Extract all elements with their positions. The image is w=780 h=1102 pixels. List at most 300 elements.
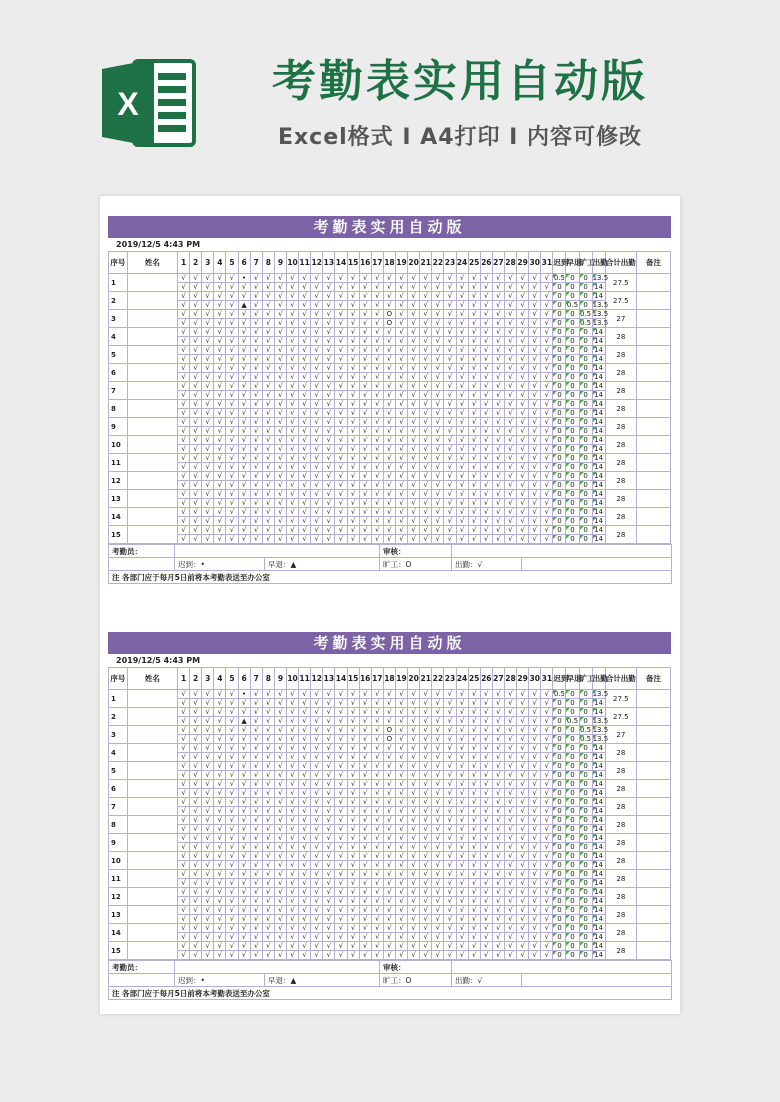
day-status-cell: √ [299, 301, 311, 310]
day-status-cell: √ [383, 508, 395, 517]
day-status-cell: √ [517, 744, 529, 753]
day-status-cell: √ [541, 445, 553, 454]
day-status-cell: √ [456, 744, 468, 753]
day-status-cell: √ [214, 427, 226, 436]
day-status-cell: √ [299, 843, 311, 852]
row-remark [637, 454, 671, 472]
day-status-cell: √ [432, 292, 444, 301]
count-cell: 0 [579, 906, 592, 915]
day-status-cell: √ [420, 535, 432, 544]
day-status-cell: √ [383, 888, 395, 897]
day-status-cell: √ [202, 735, 214, 744]
col-day: 13 [323, 668, 335, 690]
sheet-note: 注 各部门应于每月5日前将本考勤表送至办公室 [109, 987, 672, 1000]
day-status-cell: √ [444, 364, 456, 373]
day-status-cell: √ [408, 463, 420, 472]
day-status-cell: √ [299, 942, 311, 951]
day-status-cell: √ [190, 427, 202, 436]
day-status-cell: √ [395, 888, 407, 897]
day-status-cell: √ [432, 355, 444, 364]
row-name [127, 780, 177, 798]
day-status-cell: √ [311, 490, 323, 499]
day-status-cell: √ [178, 490, 190, 499]
day-status-cell: √ [359, 427, 371, 436]
day-status-cell: √ [311, 825, 323, 834]
count-cell: 0 [553, 798, 566, 807]
day-status-cell: √ [504, 499, 516, 508]
col-day: 8 [262, 668, 274, 690]
day-status-cell: √ [456, 337, 468, 346]
day-status-cell: √ [359, 915, 371, 924]
table-row [109, 744, 671, 753]
count-cell: 0 [553, 735, 566, 744]
day-status-cell: √ [492, 517, 504, 526]
day-status-cell: √ [299, 852, 311, 861]
day-status-cell: √ [517, 753, 529, 762]
day-status-cell: √ [517, 726, 529, 735]
day-status-cell: √ [492, 310, 504, 319]
day-status-cell: √ [444, 843, 456, 852]
day-status-cell: √ [420, 508, 432, 517]
day-status-cell: √ [420, 771, 432, 780]
day-status-cell: √ [517, 843, 529, 852]
day-status-cell: √ [456, 942, 468, 951]
day-status-cell: √ [420, 337, 432, 346]
page-title: 考勤表实用自动版 [272, 56, 648, 107]
day-status-cell: √ [408, 879, 420, 888]
row-remark [637, 906, 671, 924]
count-cell: 0 [553, 753, 566, 762]
day-status-cell: √ [517, 274, 529, 283]
day-status-cell: √ [383, 355, 395, 364]
day-status-cell: √ [541, 870, 553, 879]
day-status-cell: √ [492, 508, 504, 517]
count-cell: 14 [592, 852, 605, 861]
day-status-cell: √ [226, 391, 238, 400]
row-remark [637, 346, 671, 364]
col-day: 19 [395, 252, 407, 274]
count-cell: 0 [566, 753, 579, 762]
day-status-cell: √ [299, 319, 311, 328]
day-status-cell: √ [444, 535, 456, 544]
day-status-cell: √ [541, 400, 553, 409]
day-status-cell: √ [202, 924, 214, 933]
day-status-cell: √ [335, 699, 347, 708]
day-status-cell: √ [311, 843, 323, 852]
day-status-cell: √ [395, 526, 407, 535]
col-day: 23 [444, 668, 456, 690]
col-day: 11 [299, 252, 311, 274]
day-status-cell: √ [480, 870, 492, 879]
day-status-cell: √ [456, 301, 468, 310]
day-status-cell: √ [444, 870, 456, 879]
day-status-cell: √ [323, 382, 335, 391]
col-remark: 备注 [637, 252, 671, 274]
day-status-cell: √ [311, 328, 323, 337]
count-cell: 13.5 [592, 310, 609, 318]
day-status-cell: √ [226, 499, 238, 508]
day-status-cell: √ [311, 816, 323, 825]
day-status-cell: √ [504, 816, 516, 825]
day-status-cell: √ [286, 852, 298, 861]
day-status-cell: √ [359, 699, 371, 708]
day-status-cell: √ [504, 753, 516, 762]
count-cell: 0 [566, 780, 579, 789]
day-status-cell: √ [408, 870, 420, 879]
day-status-cell: √ [178, 409, 190, 418]
day-status-cell: √ [420, 274, 432, 283]
day-status-cell: √ [214, 436, 226, 445]
day-status-cell: √ [517, 690, 529, 699]
day-status-cell: √ [323, 843, 335, 852]
count-cell: 0 [579, 699, 592, 708]
day-status-cell: √ [371, 825, 383, 834]
day-status-cell: √ [299, 861, 311, 870]
day-status-cell: √ [347, 274, 359, 283]
day-status-cell: √ [456, 463, 468, 472]
day-status-cell: √ [541, 789, 553, 798]
count-cell: 14 [592, 843, 605, 852]
day-status-cell: √ [238, 708, 250, 717]
day-status-cell: √ [214, 780, 226, 789]
day-status-cell: √ [214, 861, 226, 870]
count-cell: 0 [579, 418, 592, 427]
day-status-cell: √ [541, 481, 553, 490]
day-status-cell: √ [371, 373, 383, 382]
day-status-cell: √ [529, 508, 541, 517]
day-status-cell: √ [335, 942, 347, 951]
day-status-cell: √ [238, 409, 250, 418]
col-day: 14 [335, 668, 347, 690]
day-status-cell: √ [274, 490, 286, 499]
day-status-cell: √ [359, 879, 371, 888]
count-cell: 0 [579, 744, 592, 753]
day-status-cell: √ [468, 274, 480, 283]
row-name [127, 364, 177, 382]
day-status-cell: √ [347, 861, 359, 870]
day-status-cell: √ [323, 699, 335, 708]
row-number: 9 [109, 418, 128, 436]
day-status-cell: √ [323, 499, 335, 508]
day-status-cell: √ [492, 382, 504, 391]
count-cell: 0 [553, 726, 566, 735]
day-status-cell: √ [311, 418, 323, 427]
table-row [109, 924, 671, 933]
day-status-cell: √ [347, 445, 359, 454]
day-status-cell: √ [359, 771, 371, 780]
day-status-cell: √ [178, 690, 190, 699]
day-status-cell: √ [492, 951, 504, 960]
day-status-cell: √ [347, 517, 359, 526]
day-status-cell: √ [178, 508, 190, 517]
day-status-cell: √ [420, 879, 432, 888]
day-status-cell: √ [311, 807, 323, 816]
day-status-cell: √ [468, 798, 480, 807]
day-status-cell: √ [190, 409, 202, 418]
day-status-cell: √ [432, 436, 444, 445]
day-status-cell: √ [480, 436, 492, 445]
day-status-cell: √ [480, 319, 492, 328]
count-cell: 0 [566, 373, 579, 382]
day-status-cell: √ [395, 708, 407, 717]
day-status-cell: √ [395, 780, 407, 789]
day-status-cell: √ [468, 454, 480, 463]
day-status-cell: √ [323, 517, 335, 526]
day-status-cell: √ [323, 436, 335, 445]
day-status-cell: √ [274, 409, 286, 418]
day-status-cell: √ [299, 337, 311, 346]
day-status-cell: √ [262, 499, 274, 508]
day-status-cell: √ [286, 690, 298, 699]
day-status-cell: √ [517, 283, 529, 292]
day-status-cell: √ [541, 517, 553, 526]
day-status-cell: √ [395, 816, 407, 825]
day-status-cell: √ [190, 373, 202, 382]
day-status-cell: √ [335, 508, 347, 517]
day-status-cell: √ [323, 319, 335, 328]
day-status-cell: √ [250, 364, 262, 373]
day-status-cell: √ [359, 499, 371, 508]
day-status-cell: √ [238, 517, 250, 526]
day-status-cell: √ [432, 951, 444, 960]
day-status-cell: √ [323, 825, 335, 834]
day-status-cell: √ [408, 816, 420, 825]
day-status-cell: √ [541, 933, 553, 942]
count-cell: 0 [579, 391, 592, 400]
day-status-cell: √ [262, 418, 274, 427]
day-status-cell: √ [299, 726, 311, 735]
day-status-cell: √ [250, 906, 262, 915]
day-status-cell: √ [262, 744, 274, 753]
day-status-cell: √ [444, 454, 456, 463]
day-status-cell: √ [323, 834, 335, 843]
day-status-cell: √ [238, 436, 250, 445]
day-status-cell: √ [468, 328, 480, 337]
day-status-cell: √ [250, 690, 262, 699]
count-cell: 0 [566, 319, 579, 328]
day-status-cell: √ [299, 798, 311, 807]
day-status-cell: √ [456, 445, 468, 454]
day-status-cell: √ [335, 274, 347, 283]
day-status-cell: √ [323, 789, 335, 798]
day-status-cell: √ [432, 744, 444, 753]
day-status-cell: √ [383, 816, 395, 825]
day-status-cell: √ [456, 454, 468, 463]
day-status-cell: √ [541, 454, 553, 463]
day-status-cell: √ [420, 292, 432, 301]
day-status-cell: √ [359, 888, 371, 897]
row-remark [637, 852, 671, 870]
col-remark: 备注 [637, 668, 671, 690]
col-day: 28 [504, 252, 516, 274]
table-row [109, 789, 671, 798]
day-status-cell: √ [335, 807, 347, 816]
count-cell: 0 [553, 463, 566, 472]
col-day: 31 [541, 668, 553, 690]
day-status-cell: √ [178, 517, 190, 526]
day-status-cell: √ [226, 915, 238, 924]
day-status-cell: √ [226, 319, 238, 328]
day-status-cell: √ [504, 690, 516, 699]
day-status-cell: √ [504, 481, 516, 490]
day-status-cell: √ [335, 861, 347, 870]
day-status-cell: √ [371, 789, 383, 798]
day-status-cell: √ [395, 699, 407, 708]
day-status-cell: √ [529, 915, 541, 924]
day-status-cell: √ [214, 951, 226, 960]
day-status-cell: √ [238, 753, 250, 762]
day-status-cell: √ [529, 717, 541, 726]
day-status-cell: √ [323, 508, 335, 517]
day-status-cell: √ [335, 825, 347, 834]
day-status-cell: √ [262, 915, 274, 924]
day-status-cell: √ [504, 535, 516, 544]
count-cell: 0 [579, 436, 592, 445]
day-status-cell: √ [190, 807, 202, 816]
day-status-cell: √ [214, 508, 226, 517]
day-status-cell: √ [335, 915, 347, 924]
day-status-cell: √ [383, 753, 395, 762]
count-cell: 0 [566, 843, 579, 852]
day-status-cell: √ [371, 726, 383, 735]
day-status-cell: √ [286, 283, 298, 292]
day-status-cell: √ [238, 879, 250, 888]
day-status-cell: √ [492, 346, 504, 355]
count-cell: 0.5 [579, 735, 592, 743]
day-status-cell: √ [214, 472, 226, 481]
day-status-cell: √ [395, 301, 407, 310]
day-status-cell: √ [371, 319, 383, 328]
day-status-cell: √ [480, 445, 492, 454]
day-status-cell: √ [359, 753, 371, 762]
day-status-cell: √ [456, 699, 468, 708]
col-day: 17 [371, 252, 383, 274]
count-cell: 14 [592, 699, 605, 708]
day-status-cell: √ [529, 337, 541, 346]
day-status-cell: √ [359, 418, 371, 427]
count-cell: 0 [579, 292, 592, 301]
day-status-cell: √ [468, 735, 480, 744]
count-cell: 0 [579, 816, 592, 825]
day-status-cell: √ [262, 508, 274, 517]
day-status-cell: √ [517, 933, 529, 942]
day-status-cell: √ [190, 852, 202, 861]
day-status-cell: √ [226, 346, 238, 355]
day-status-cell: √ [238, 382, 250, 391]
day-status-cell: √ [432, 427, 444, 436]
row-number: 14 [109, 508, 128, 526]
day-status-cell: √ [226, 310, 238, 319]
day-status-cell: √ [299, 445, 311, 454]
day-status-cell: √ [190, 816, 202, 825]
day-status-cell: √ [529, 807, 541, 816]
day-status-cell: √ [262, 789, 274, 798]
table-row [109, 364, 671, 373]
day-status-cell: √ [202, 897, 214, 906]
day-status-cell: √ [371, 942, 383, 951]
day-status-cell: √ [238, 292, 250, 301]
day-status-cell: √ [529, 771, 541, 780]
day-status-cell: √ [250, 481, 262, 490]
day-status-cell: √ [238, 780, 250, 789]
day-status-cell: √ [347, 942, 359, 951]
day-status-cell: √ [444, 933, 456, 942]
day-status-cell: √ [480, 463, 492, 472]
day-status-cell: √ [359, 346, 371, 355]
day-status-cell: √ [359, 798, 371, 807]
day-status-cell: √ [250, 355, 262, 364]
day-status-cell: √ [238, 951, 250, 960]
day-status-cell: √ [529, 897, 541, 906]
day-status-cell: √ [250, 328, 262, 337]
col-day: 11 [299, 668, 311, 690]
day-status-cell: √ [347, 463, 359, 472]
day-status-cell: √ [299, 409, 311, 418]
day-status-cell: √ [286, 951, 298, 960]
day-status-cell: √ [492, 879, 504, 888]
day-status-cell: √ [359, 906, 371, 915]
day-status-cell: √ [456, 283, 468, 292]
day-status-cell: √ [371, 861, 383, 870]
day-status-cell: √ [202, 726, 214, 735]
count-cell: 0 [566, 346, 579, 355]
day-status-cell: √ [286, 490, 298, 499]
day-status-cell: √ [214, 391, 226, 400]
day-status-cell: √ [226, 490, 238, 499]
day-status-cell: √ [371, 337, 383, 346]
day-status-cell: √ [541, 825, 553, 834]
day-status-cell: √ [202, 490, 214, 499]
day-status-cell: √ [299, 789, 311, 798]
day-status-cell: √ [468, 409, 480, 418]
day-status-cell: √ [335, 301, 347, 310]
day-status-cell: √ [371, 346, 383, 355]
row-total: 28 [605, 436, 636, 454]
day-status-cell: √ [432, 328, 444, 337]
day-status-cell: √ [274, 852, 286, 861]
count-cell: 0 [553, 843, 566, 852]
day-status-cell: √ [190, 762, 202, 771]
day-status-cell: √ [432, 735, 444, 744]
day-status-cell: √ [299, 762, 311, 771]
day-status-cell: √ [323, 391, 335, 400]
day-status-cell: √ [395, 454, 407, 463]
day-status-cell: √ [480, 735, 492, 744]
day-status-cell: √ [383, 301, 395, 310]
table-row [109, 915, 671, 924]
day-status-cell: √ [299, 364, 311, 373]
day-status-cell: √ [178, 499, 190, 508]
row-number: 4 [109, 744, 128, 762]
count-cell: 14 [592, 816, 605, 825]
day-status-cell: √ [517, 454, 529, 463]
day-status-cell: √ [238, 825, 250, 834]
count-cell: 0 [553, 346, 566, 355]
count-cell: 0 [553, 699, 566, 708]
day-status-cell: √ [323, 771, 335, 780]
day-status-cell: √ [347, 789, 359, 798]
day-status-cell: √ [190, 274, 202, 283]
day-status-cell: √ [226, 337, 238, 346]
day-status-cell: √ [420, 355, 432, 364]
day-status-cell: √ [420, 717, 432, 726]
day-status-cell: √ [456, 915, 468, 924]
day-status-cell: √ [432, 906, 444, 915]
day-status-cell: √ [226, 717, 238, 726]
day-status-cell: √ [190, 798, 202, 807]
row-total: 28 [605, 454, 636, 472]
day-status-cell: √ [250, 319, 262, 328]
